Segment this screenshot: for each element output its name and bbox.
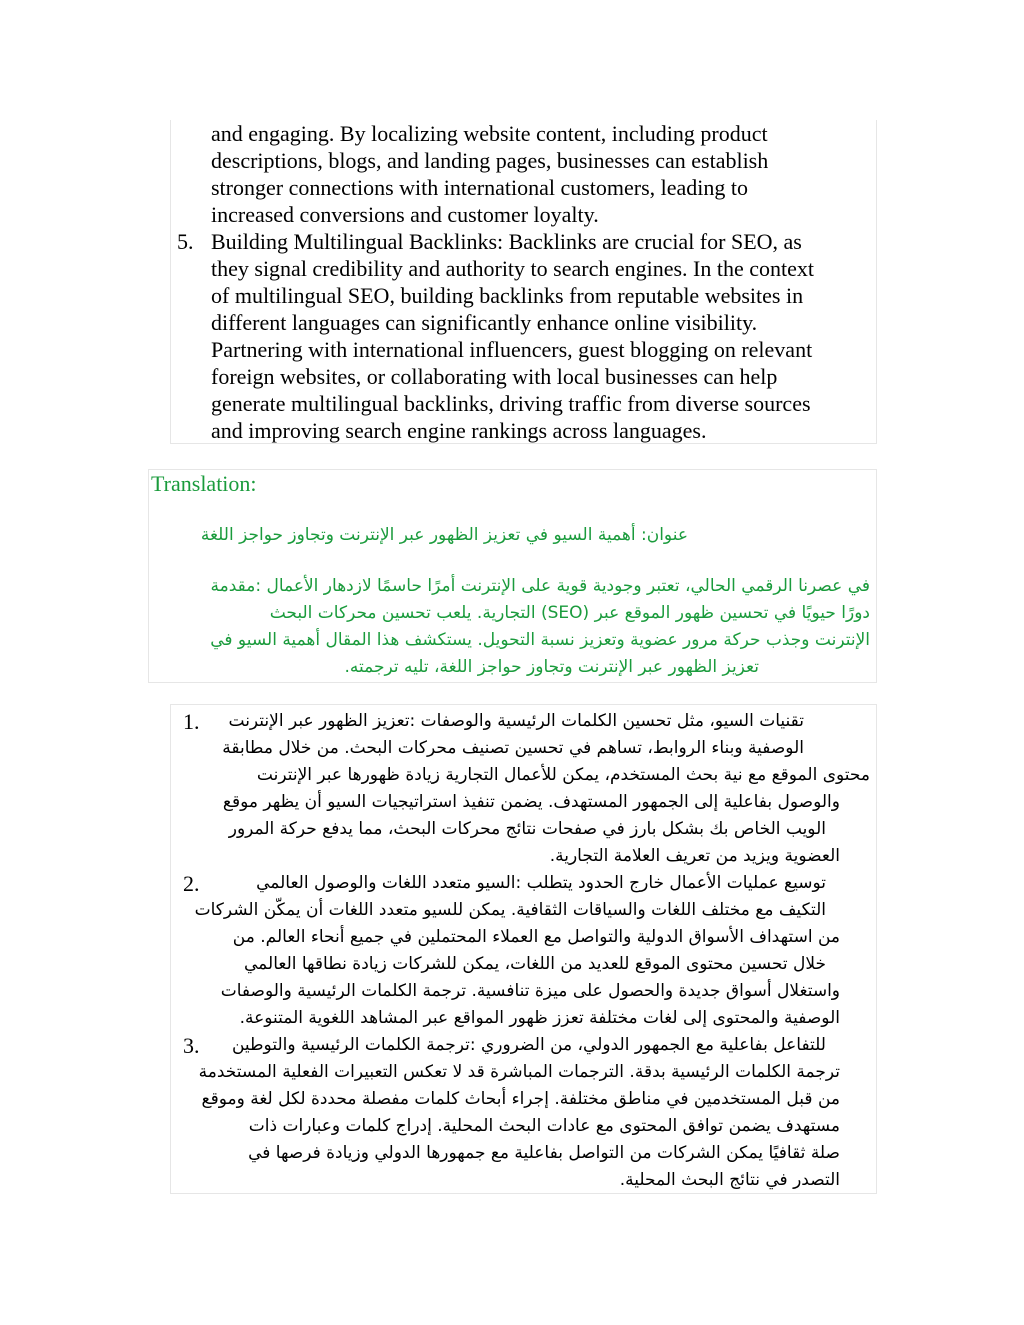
item5-line: Partnering with international influencers, guest blogging on relevant xyxy=(211,337,813,362)
item1-line: والوصول بفاعلية إلى الجمهور المستهدف. يضمن تنفيذ استراتيجيات السيو أن يظهر موقع xyxy=(222,792,840,812)
translation-title: عنوان: أهمية السيو في تعزيز الظهور عبر الإنترنت وتجاوز حواجز اللغة xyxy=(200,525,688,545)
intro-line: دورًا حيويًا في تحسين ظهور الموقع عبر (SEO) التجارية. يلعب تحسين محركات البحث xyxy=(269,603,870,623)
intro-line: تعزيز الظهور عبر الإنترنت وتجاوز حواجز اللغة، تليه ترجمته. xyxy=(344,657,759,677)
intro-line: في عصرنا الرقمي الحالي، تعتبر وجودية قوية على الإنترنت أمرًا حاسمًا لازدهار الأعمال :مقدمة xyxy=(210,576,870,596)
item2-number: 2. xyxy=(183,871,200,896)
item1-number: 1. xyxy=(183,709,200,734)
item1-line: تقنيات السيو، مثل تحسين الكلمات الرئيسية والوصفات :تعزيز الظهور عبر الإنترنت xyxy=(228,711,804,731)
arabic-list-section xyxy=(170,704,877,1194)
item4-line: increased conversions and customer loyalty. xyxy=(211,202,599,227)
item5-line: Building Multilingual Backlinks: Backlinks are crucial for SEO, as xyxy=(211,229,802,254)
item2-line: الوصفية والمحتوى إلى لغات مختلفة تعزز ظهور المواقع عبر المشاهد اللغوية المتنوعة. xyxy=(239,1008,840,1028)
item5-line: generate multilingual backlinks, driving traffic from diverse sources xyxy=(211,391,811,416)
item1-line: الوصفية وبناء الروابط، تساهم في تحسين تصنيف محركات البحث. من خلال مطابقة xyxy=(222,738,804,758)
item2-line: واستغلال أسواق جديدة والحصول على ميزة تنافسية. ترجمة الكلمات الرئيسية والوصفات xyxy=(220,981,840,1001)
item3-line: صلة ثقافيًا يمكن الشركات من التواصل بفاعلية مع جمهورها الدولي وزيادة فرصها في xyxy=(248,1143,840,1163)
item5-line: different languages can significantly enhance online visibility. xyxy=(211,310,758,335)
item5-number: 5. xyxy=(177,229,194,254)
item3-line: للتفاعل بفاعلية مع الجمهور الدولي، من الضروري :ترجمة الكلمات الرئيسية والتوطين xyxy=(231,1035,826,1055)
item1-line: العضوية ويزيد من تعريف العلامة التجارية. xyxy=(549,846,840,866)
item3-line: التصدر في نتائج البحث المحلية. xyxy=(619,1170,840,1190)
item3-number: 3. xyxy=(183,1033,200,1058)
item5-line: they signal credibility and authority to search engines. In the context xyxy=(211,256,814,281)
item5-line: and improving search engine rankings across languages. xyxy=(211,418,707,443)
item4-line: descriptions, blogs, and landing pages, businesses can establish xyxy=(211,148,769,173)
translation-label: Translation: xyxy=(151,471,257,496)
item3-line: من قبل المستخدمين في مناطق مختلفة. إجراء أبحاث كلمات مفصلة محددة لكل لغة وموقع xyxy=(201,1089,840,1109)
item2-line: من استهداف الأسواق الدولية والتواصل مع العملاء المحتملين في جميع أنحاء العالم. من xyxy=(232,927,840,947)
item1-line: الويب الخاص بك بشكل بارز في صفحات نتائج محركات البحث، مما يدفع حركة المرور xyxy=(228,819,826,839)
item2-line: توسيع عمليات الأعمال خارج الحدود يتطلب :السيو متعدد اللغات والوصول العالمي xyxy=(256,873,826,893)
item4-line: and engaging. By localizing website content, including product xyxy=(211,121,768,146)
english-section xyxy=(170,120,877,444)
intro-line: الإنترنت وجذب حركة مرور عضوية وتعزيز نسبة التحويل. يستكشف هذا المقال أهمية السيو في xyxy=(210,630,870,650)
item1-line: محتوى الموقع مع نية بحث المستخدم، يمكن للأعمال التجارية زيادة ظهورها عبر الإنترنت xyxy=(256,765,870,785)
item5-line: foreign websites, or collaborating with local businesses can help xyxy=(211,364,778,389)
item5-line: of multilingual SEO, building backlinks from reputable websites in xyxy=(211,283,804,308)
item3-line: ترجمة الكلمات الرئيسية بدقة. الترجمات المباشرة قد لا تعكس التعبيرات الفعلية المستخدمة xyxy=(198,1062,840,1082)
item2-line: التكيف مع مختلف اللغات والسياقات الثقافية. يمكن للسيو متعدد اللغات أن يمكّن الشركات xyxy=(194,900,826,920)
item2-line: خلال تحسين محتوى الموقع للعديد من اللغات، يمكن للشركات زيادة نطاقها العالمي xyxy=(244,954,826,974)
translation-section xyxy=(148,469,877,683)
item3-line: مستهدف يضمن توافق المحتوى مع عادات البحث المحلية. إدراج كلمات وعبارات ذات xyxy=(248,1116,840,1136)
item4-line: stronger connections with international customers, leading to xyxy=(211,175,749,200)
